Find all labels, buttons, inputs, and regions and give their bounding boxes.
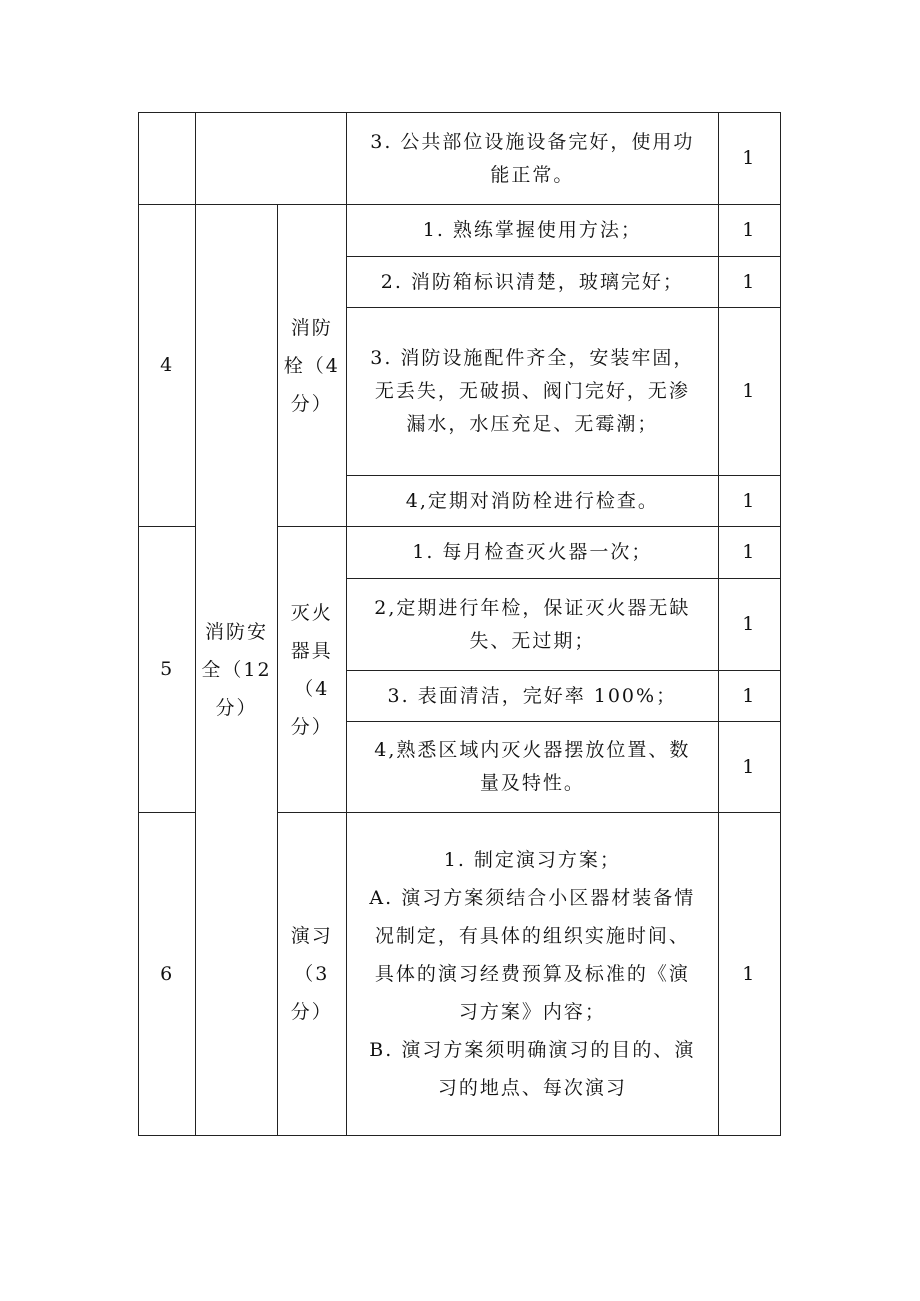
subcategory-line: （4 — [294, 677, 330, 700]
item-cell — [346, 722, 718, 813]
item-line: 漏水，水压充足、无霉潮； — [406, 413, 659, 435]
item-line: 况制定，有具体的组织实施时间、 — [374, 925, 690, 947]
score-cell: 1 — [718, 257, 780, 308]
score-cell: 1 — [718, 527, 780, 579]
item-line: 4,定期对消防栓进行检查。 — [405, 489, 659, 512]
item-cell — [346, 671, 718, 722]
category-cell — [196, 205, 277, 1136]
item-line: 无丢失，无破损、阀门完好，无渗 — [374, 380, 690, 402]
item-line: 1. 熟练掌握使用方法； — [422, 219, 642, 241]
subcategory-line: 灭火 — [290, 601, 333, 624]
item-cell — [346, 527, 718, 579]
item-line: 具体的演习经费预算及标准的《演 — [374, 963, 690, 985]
subcategory-cell — [277, 205, 346, 527]
item-line: 3. 消防设施配件齐全，安装牢固， — [370, 347, 695, 369]
score-cell: 1 — [718, 671, 780, 722]
item-cell — [346, 205, 718, 257]
item-line: A. 演习方案须结合小区器材装备情 — [369, 887, 696, 909]
category-line: 消防安 — [204, 621, 268, 643]
row-number: 4 — [139, 205, 196, 527]
empty-category-cell — [196, 113, 347, 205]
subcategory-line: 分） — [290, 392, 333, 415]
item-line: 3. 表面清洁，完好率 100%； — [387, 684, 678, 707]
item-line: 1. 制定演习方案； — [443, 849, 621, 871]
item-cell — [346, 257, 718, 308]
score-cell: 1 — [718, 113, 780, 205]
table-row — [139, 205, 781, 257]
subcategory-cell — [277, 527, 346, 813]
score-cell: 1 — [718, 308, 780, 476]
item-line: 习的地点、每次演习 — [437, 1077, 627, 1099]
item-line: 量及特性。 — [479, 772, 585, 794]
score-cell: 1 — [718, 205, 780, 257]
subcategory-line: 分） — [290, 1001, 333, 1023]
item-line: 习方案》内容； — [458, 1001, 606, 1023]
category-line: 分） — [215, 697, 258, 719]
table-row — [139, 113, 781, 205]
row-number: 6 — [139, 813, 196, 1136]
subcategory-cell — [277, 813, 346, 1136]
subcategory-line: 栓（4 — [283, 354, 340, 377]
item-line: 2. 消防箱标识清楚，玻璃完好； — [380, 270, 684, 293]
item-line: 1. 每月检查灭火器一次； — [412, 541, 653, 563]
score-cell: 1 — [718, 813, 780, 1136]
row-number — [139, 113, 196, 205]
item-line: B. 演习方案须明确演习的目的、演 — [369, 1039, 696, 1061]
item-cell — [346, 579, 718, 671]
subcategory-line: 器具 — [290, 639, 333, 662]
score-cell: 1 — [718, 722, 780, 813]
inspection-table — [138, 112, 781, 1136]
item-cell — [346, 113, 718, 205]
item-cell — [346, 476, 718, 527]
item-line: 3. 公共部位设施设备完好，使用功 — [370, 130, 695, 153]
category-line: 全（12 — [201, 659, 272, 681]
subcategory-line: 分） — [290, 715, 333, 738]
subcategory-line: （3 — [294, 963, 330, 985]
item-line: 2,定期进行年检，保证灭火器无缺 — [374, 596, 691, 619]
subcategory-line: 演习 — [290, 925, 333, 947]
item-line: 4,熟悉区域内灭火器摆放位置、数 — [374, 739, 691, 761]
item-cell — [346, 308, 718, 476]
score-cell: 1 — [718, 579, 780, 671]
row-number: 5 — [139, 527, 196, 813]
item-line: 能正常。 — [490, 163, 575, 186]
item-line: 失、无过期； — [469, 629, 596, 652]
score-cell: 1 — [718, 476, 780, 527]
item-cell — [346, 813, 718, 1136]
subcategory-line: 消防 — [290, 316, 333, 339]
